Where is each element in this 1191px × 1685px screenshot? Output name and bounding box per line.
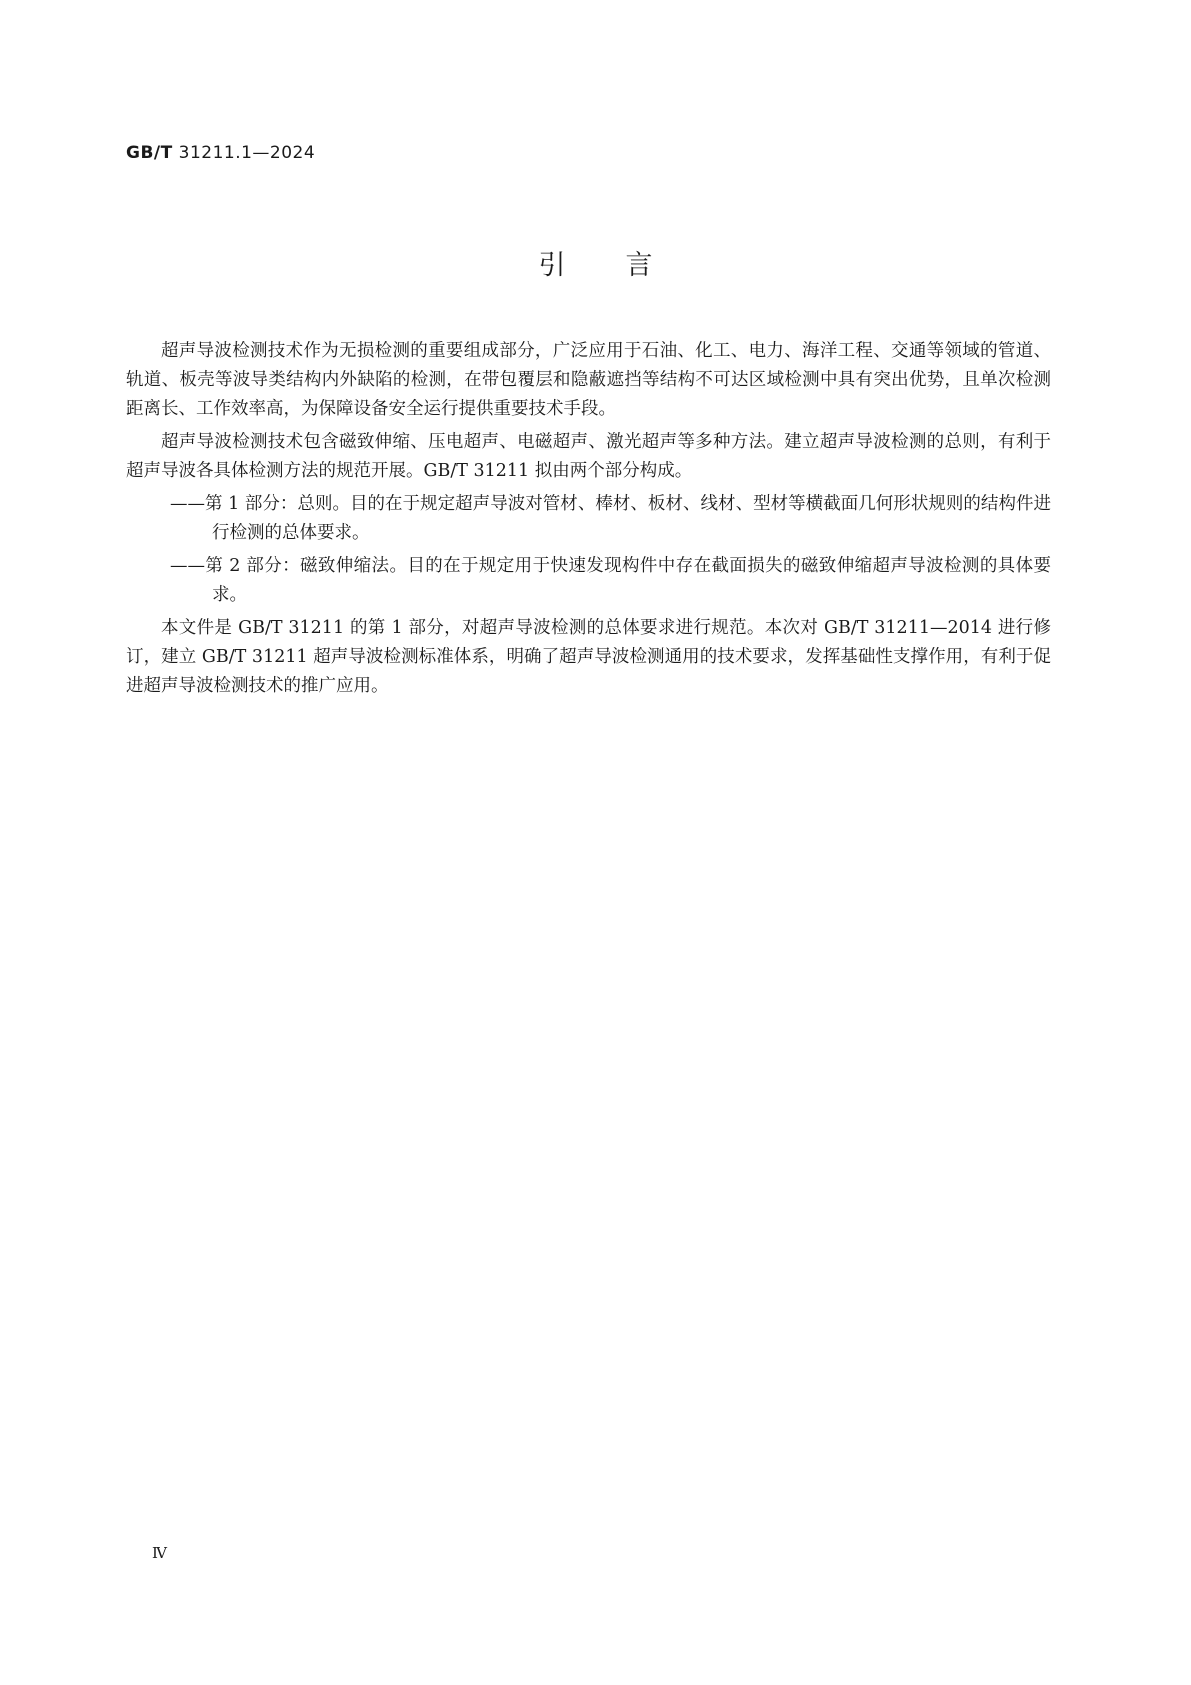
list-item-part-2: ——第 2 部分：磁致伸缩法。目的在于规定用于快速发现构件中存在截面损失的磁致伸缩超声导波检测的具体要求。 <box>170 556 1051 605</box>
paragraph-1: 超声导波检测技术作为无损检测的重要组成部分，广泛应用于石油、化工、电力、海洋工程、交通等领域的管道、轨道、板壳等波导类结构内外缺陷的检测，在带包覆层和隐蔽遮挡等结构不可达区域检测中具有突出优势，且单次检测距离长、工作效率高，为保障设备安全运行提供重要技术手段。 <box>126 341 1051 419</box>
standard-code-header <box>126 143 315 163</box>
paragraph-closing: 本文件是 GB/T 31211 的第 1 部分，对超声导波检测的总体要求进行规范。本次对 GB/T 31211—2014 进行修订，建立 GB/T 31211 超声导波检测标准体系，明确了超声导波检测通用的技术要求，发挥基础性支撑作用，有利于促进超声导波检测技术的推广应用。 <box>126 618 1051 696</box>
standard-code-number: 31211.1—2024 <box>178 143 316 163</box>
page-number: Ⅳ <box>152 1544 167 1562</box>
paragraph-2: 超声导波检测技术包含磁致伸缩、压电超声、电磁超声、激光超声等多种方法。建立超声导波检测的总则，有利于超声导波各具体检测方法的规范开展。GB/T 31211 拟由两个部分构成。 <box>126 432 1051 481</box>
standard-code-prefix: GB/T <box>126 143 173 163</box>
section-title: 引言 <box>538 250 713 281</box>
section-body <box>126 337 1051 705</box>
list-item-part-1: ——第 1 部分：总则。目的在于规定超声导波对管材、棒材、板材、线材、型材等横截面几何形状规则的结构件进行检测的总体要求。 <box>170 494 1051 543</box>
